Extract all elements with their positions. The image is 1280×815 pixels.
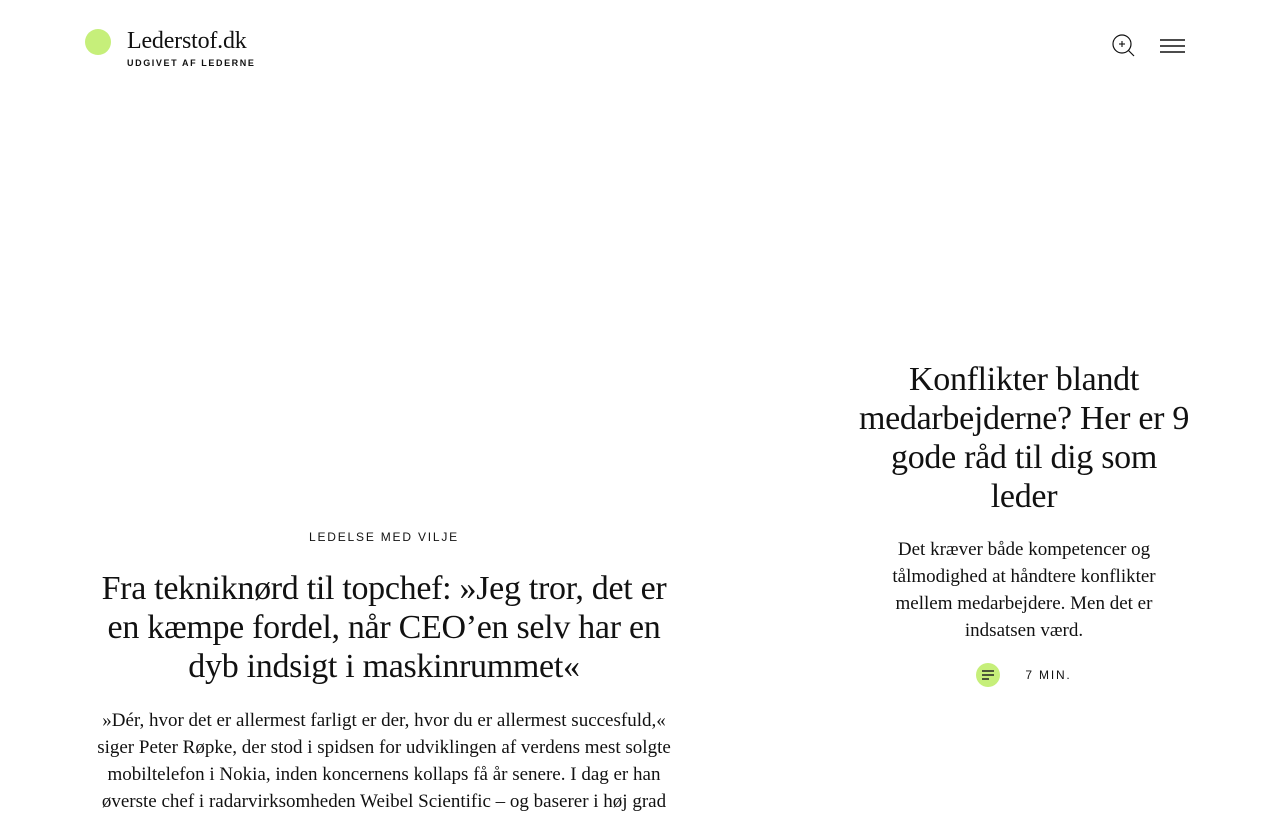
logo-dot-icon bbox=[85, 29, 111, 55]
search-plus-icon bbox=[1111, 34, 1135, 58]
side-article[interactable] bbox=[858, 360, 1190, 688]
site-header bbox=[0, 0, 1280, 90]
article-category[interactable]: LEDELSE MED VILJE bbox=[309, 530, 459, 544]
feature-headline[interactable]: Fra tekniknørd til topchef: »Jeg tror, det er en kæmpe fordel, når CEO’en selv har en dyb indsigt i maskinrummet« bbox=[101, 570, 667, 685]
reading-time-label: 7 MIN. bbox=[1025, 668, 1072, 682]
reading-time bbox=[858, 662, 1190, 688]
side-headline[interactable]: Konflikter blandt medarbejderne? Her er 9 gode råd til dig som leder bbox=[858, 361, 1190, 515]
article-lines-icon bbox=[976, 663, 1000, 687]
menu-button[interactable] bbox=[1158, 36, 1186, 56]
feature-article[interactable] bbox=[85, 520, 683, 815]
search-button[interactable] bbox=[1111, 34, 1135, 58]
logo-title: Lederstof.dk bbox=[127, 28, 247, 54]
hamburger-menu-icon bbox=[1158, 36, 1186, 56]
side-teaser: Det kræver både kompetencer og tålmodighed at håndtere konflikter mellem medarbejdere. Men det er indsatsen værd. bbox=[892, 539, 1156, 641]
feature-teaser: »Dér, hvor det er allermest farligt er der, hvor du er allermest succesfuld,« siger Peter Røpke, der stod i spidsen for udviklingen af verdens mest solgte mobiltelefon i Nokia, inden koncernens kollaps få år senere. I dag er han øverste chef i radarvirksomheden Weibel Scientific – og baserer i høj grad bbox=[97, 710, 671, 812]
logo-subtitle: UDGIVET AF LEDERNE bbox=[127, 58, 256, 68]
